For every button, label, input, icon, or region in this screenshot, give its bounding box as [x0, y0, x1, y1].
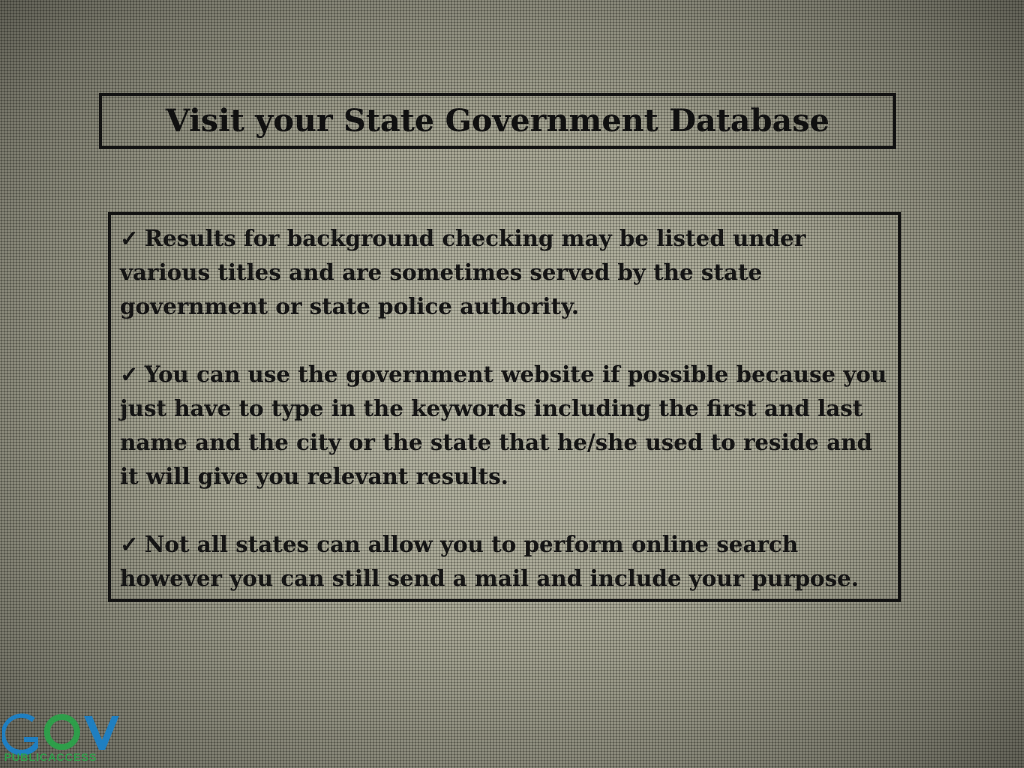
bullet-item: [120, 358, 890, 494]
bullet-text: Results for background checking may be listed under various titles and are sometimes served by the state government or state police authority.: [120, 226, 806, 320]
logo-subtitle: PUBLICACCESS: [4, 752, 97, 764]
title-box: [99, 93, 896, 149]
bullet-item: [120, 528, 890, 596]
logo-v-shape: [84, 716, 119, 750]
bullet-item: [120, 222, 890, 324]
checkmark-icon: ✓: [120, 532, 139, 558]
bullet-list: [120, 222, 890, 630]
logo-g-shape: [2, 713, 38, 755]
checkmark-icon: ✓: [120, 226, 139, 252]
gov-publicaccess-logo: [2, 710, 120, 764]
bullet-text: Not all states can allow you to perform online search however you can still send a mail and include your purpose.: [120, 532, 859, 592]
logo-o-shape: [47, 717, 77, 747]
slide-title: Visit your State Government Database: [165, 103, 830, 139]
checkmark-icon: ✓: [120, 362, 139, 388]
bullet-text: You can use the government website if possible because you just have to type in the keywords including the first and last name and the city or the state that he/she used to reside and it will give you relevant results.: [120, 362, 887, 490]
